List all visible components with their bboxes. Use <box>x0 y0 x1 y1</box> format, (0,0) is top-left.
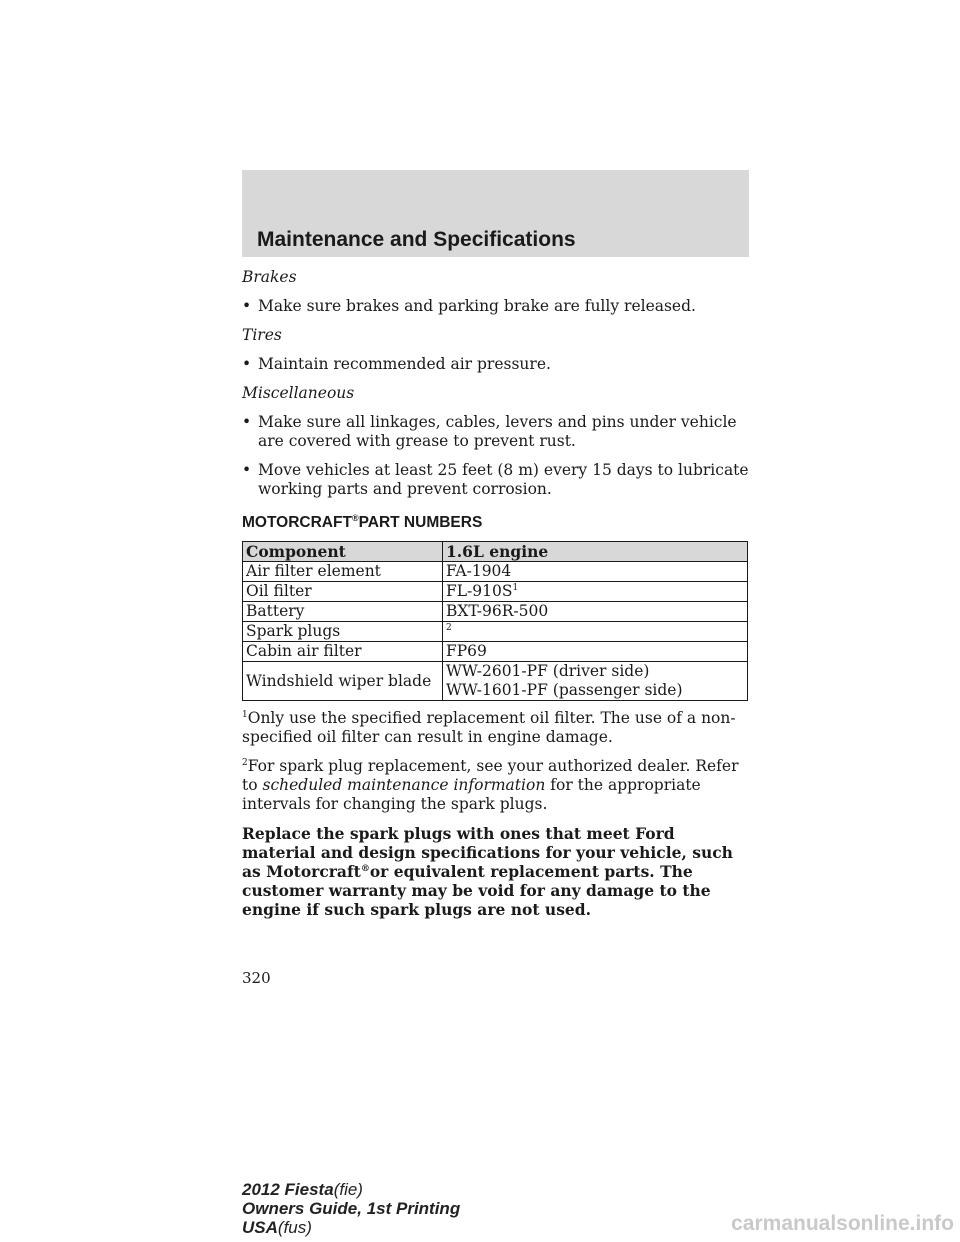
table-row: Battery BXT-96R-500 <box>243 602 748 622</box>
table-row: Air filter element FA-1904 <box>243 562 748 582</box>
footnote-1: $^1$Only use the specified replacement oil filter. The use of a non-specified oil filter can result in engine damage. <box>242 709 736 746</box>
section-header-band <box>242 170 749 257</box>
bullet-icon: • <box>242 297 252 315</box>
column-header-component: Component <box>243 542 443 562</box>
subheading-brakes: Brakes <box>242 268 297 286</box>
table-row: Cabin air filter FP69 <box>243 642 748 662</box>
section-title: Maintenance and Specifications <box>257 228 576 251</box>
parts-heading: MOTORCRAFT®PART NUMBERS <box>242 512 483 531</box>
registered-mark: ® <box>351 512 359 523</box>
table-header-row <box>243 542 748 562</box>
subheading-tires: Tires <box>242 326 282 344</box>
page-content <box>242 268 749 919</box>
column-header-engine: 1.6L engine <box>443 542 748 562</box>
list-item: • Move vehicles at least 25 feet (8 m) every 15 days to lubricate working parts and prevent corrosion. <box>242 461 749 498</box>
parts-table <box>242 541 748 701</box>
footnote-ref: 1 <box>512 582 519 593</box>
bullet-icon: • <box>242 355 252 373</box>
footnote-2: $^2$For spark plug replacement, see your authorized dealer. Refer to scheduled maintenance information for the appropriate intervals for changing the spark plugs. <box>242 757 739 813</box>
list-item: • Make sure brakes and parking brake are fully released. <box>242 297 696 315</box>
bullet-icon: • <box>242 413 252 431</box>
list-item: • Maintain recommended air pressure. <box>242 355 551 373</box>
document-footer: 2012 Fiesta(fie) Owners Guide, 1st Printing USA(fus) <box>242 1180 461 1237</box>
warning-text: Replace the spark plugs with ones that meet Ford material and design specifications for your vehicle, such as Motorcraft®or equivalent replacement parts. The customer warranty may be void for any damage to the engine if such spark plugs are not used. <box>242 824 733 919</box>
page-number: 320 <box>242 969 271 987</box>
table-row: Spark plugs $^2$ <box>243 622 748 642</box>
bullet-icon: • <box>242 461 252 479</box>
table-row: Oil filter $FL-910S^1$ <box>243 582 748 602</box>
footnote-ref: 2 <box>446 622 452 633</box>
list-item: • Make sure all linkages, cables, levers and pins under vehicle are covered with grease to prevent rust. <box>242 413 737 450</box>
table-row: Windshield wiper blade WW-2601-PF (driver side) WW-1601-PF (passenger side) <box>243 662 748 701</box>
watermark-logo: carmanualsonline.info <box>731 1212 954 1235</box>
subheading-miscellaneous: Miscellaneous <box>242 384 355 402</box>
